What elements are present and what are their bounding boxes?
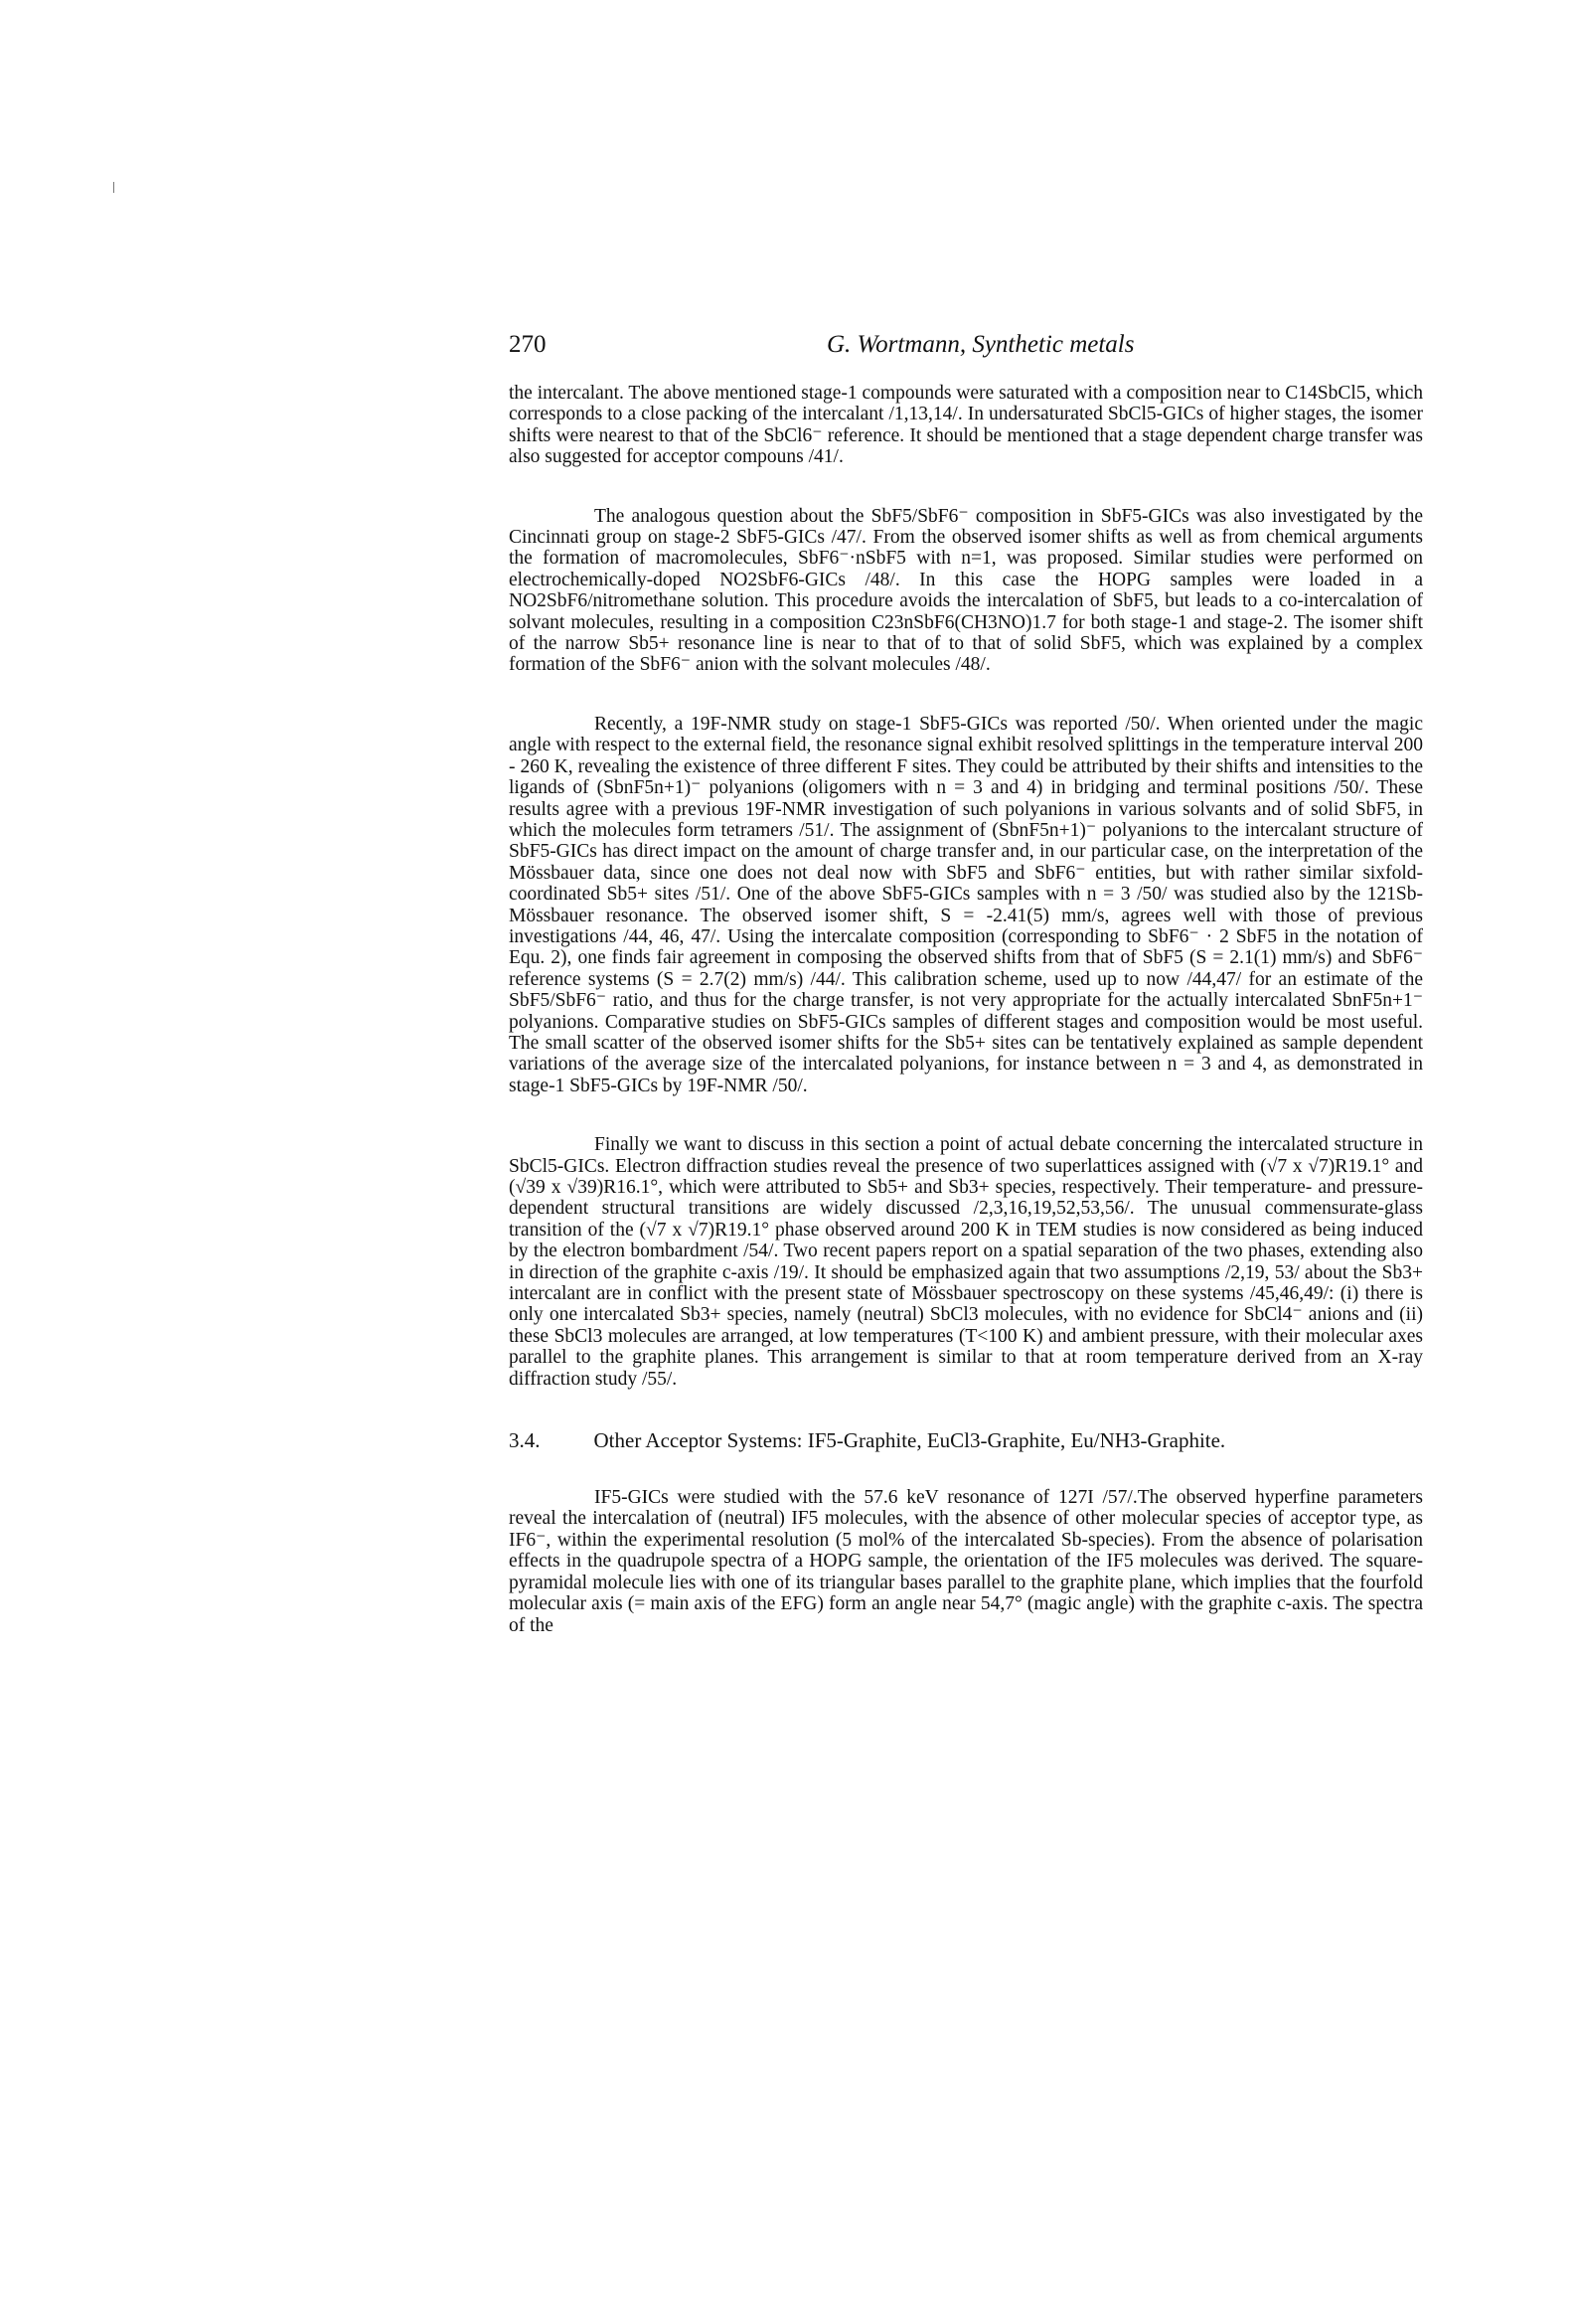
paragraph-nmr-study: Recently, a 19F-NMR study on stage-1 SbF5-GICs was reported /50/. When oriented under the magic angle with respect to the external field, the resonance signal exhibit resolved splittings in the temperature interval 200 - 260 K, revealing the existence of three different F sites. They could be attributed by their shifts and intensities to the ligands of (SbnF5n+1)⁻ polyanions (oligomers with n = 3 and 4) in bridging and terminal positions /50/. These results agree with a previous 19F-NMR investigation of such polyanions in various solvants and of solid SbF5, in which the molecules form tetramers /51/. The assignment of (SbnF5n+1)⁻ polyanions to the intercalant structure of SbF5-GICs has direct impact on the amount of charge transfer and, in our particular case, on the interpretation of the Mössbauer data, since one does not deal now with SbF5 and SbF6⁻ entities, but with rather similar sixfold-coordinated Sb5+ sites /51/. One of the above SbF5-GICs samples with n = 3 /50/ was studied also by the 121Sb-Mössbauer resonance. The observed isomer shift, S = -2.41(5) mm/s, agrees well with those of previous investigations /44, 46, 47/. Using the intercalate composition (corresponding to SbF6⁻ · 2 SbF5 in the notation of Equ. 2), one finds fair agreement in composing the observed shifts from that of SbF5 (S = 2.1(1) mm/s) and SbF6⁻ reference systems (S = 2.7(2) mm/s) /44/. This calibration scheme, used up to now /44,47/ for an estimate of the SbF5/SbF6⁻ ratio, and thus for the charge transfer, is not very appropriate for the actually intercalated SbnF5n+1⁻ polyanions. Comparative studies on SbF5-GICs samples of different stages and composition would be most useful. The small scatter of the observed isomer shifts for the Sb5+ sites can be tentatively explained as sample dependent variations of the average size of the intercalated polyanions, for instance between n = 3 and 4, as demonstrated in stage-1 SbF5-GICs by 19F-NMR /50/. <box>509 713 1423 1096</box>
page-number: 270 <box>509 331 547 358</box>
section-title: Other Acceptor Systems: IF5-Graphite, EuCl3-Graphite, Eu/NH3-Graphite. <box>593 1428 1226 1453</box>
paragraph-if5-gics: IF5-GICs were studied with the 57.6 keV resonance of 127I /57/.The observed hyperfine parameters reveal the intercalation of (neutral) IF5 molecules, with the absence of other molecular species of acceptor type, as IF6⁻, within the experimental resolution (5 mol% of the intercalated Sb-species). From the absence of polarisation effects in the quadrupole spectra of a HOPG sample, the orientation of the IF5 molecules was derived. The square-pyramidal molecule lies with one of its triangular bases parallel to the graphite plane, which implies that the fourfold molecular axis (= main axis of the EFG) form an angle near 54,7° (magic angle) with the graphite c-axis. The spectra of the <box>509 1487 1423 1636</box>
page-header <box>509 331 1443 371</box>
text-column <box>509 383 1423 1674</box>
paragraph-continuation: the intercalant. The above mentioned stage-1 compounds were saturated with a composition near to C14SbCl5, which corresponds to a close packing of the intercalant /1,13,14/. In undersaturated SbCl5-GICs of higher stages, the isomer shifts were nearest to that of the SbCl6⁻ reference. It should be mentioned that a stage dependent charge transfer was also suggested for acceptor compouns /41/. <box>509 383 1423 468</box>
paragraph-sbcl5-structure: Finally we want to discuss in this section a point of actual debate concerning the intercalated structure in SbCl5-GICs. Electron diffraction studies reveal the presence of two superlattices assigned with (√7 x √7)R19.1° and (√39 x √39)R16.1°, which were attributed to Sb5+ and Sb3+ species, respectively. Their temperature- and pressure-dependent structural transitions are widely discussed /2,3,16,19,52,53,56/. The unusual commensurate-glass transition of the (√7 x √7)R19.1° phase observed around 200 K in TEM studies is now considered as being induced by the electron bombardment /54/. Two recent papers report on a spatial separation of the two phases, extending also in direction of the graphite c-axis /19/. It should be emphasized again that two assumptions /2,19, 53/ about the Sb3+ intercalant are in conflict with the present state of Mössbauer spectroscopy on these systems /45,46,49/: (i) there is only one intercalated Sb3+ species, namely (neutral) SbCl3 molecules, with no evidence for SbCl4⁻ anions and (ii) these SbCl3 molecules are arranged, at low temperatures (T<100 K) and ambient pressure, with their molecular axes parallel to the graphite planes. This arrangement is similar to that at room temperature derived from an X-ray diffraction study /55/. <box>509 1134 1423 1390</box>
section-number: 3.4. <box>509 1428 541 1453</box>
section-heading <box>509 1427 1423 1453</box>
running-head: G. Wortmann, Synthetic metals <box>827 331 1135 358</box>
scan-artifact-mark <box>113 182 114 193</box>
paragraph-sbf5-composition: The analogous question about the SbF5/SbF6⁻ composition in SbF5-GICs was also investigated by the Cincinnati group on stage-2 SbF5-GICs /47/. From the observed isomer shifts as well as from chemical arguments the formation of macromolecules, SbF6⁻·nSbF5 with n=1, was proposed. Similar studies were performed on electrochemically-doped NO2SbF6-GICs /48/. In this case the HOPG samples were loaded in a NO2SbF6/nitromethane solution. This procedure avoids the intercalation of SbF5, but leads to a co-intercalation of solvant molecules, resulting in a composition C23nSbF6(CH3NO)1.7 for both stage-1 and stage-2. The isomer shift of the narrow Sb5+ resonance line is near to that of to that of solid SbF5, which was explained by a complex formation of the SbF6⁻ anion with the solvant molecules /48/. <box>509 505 1423 676</box>
